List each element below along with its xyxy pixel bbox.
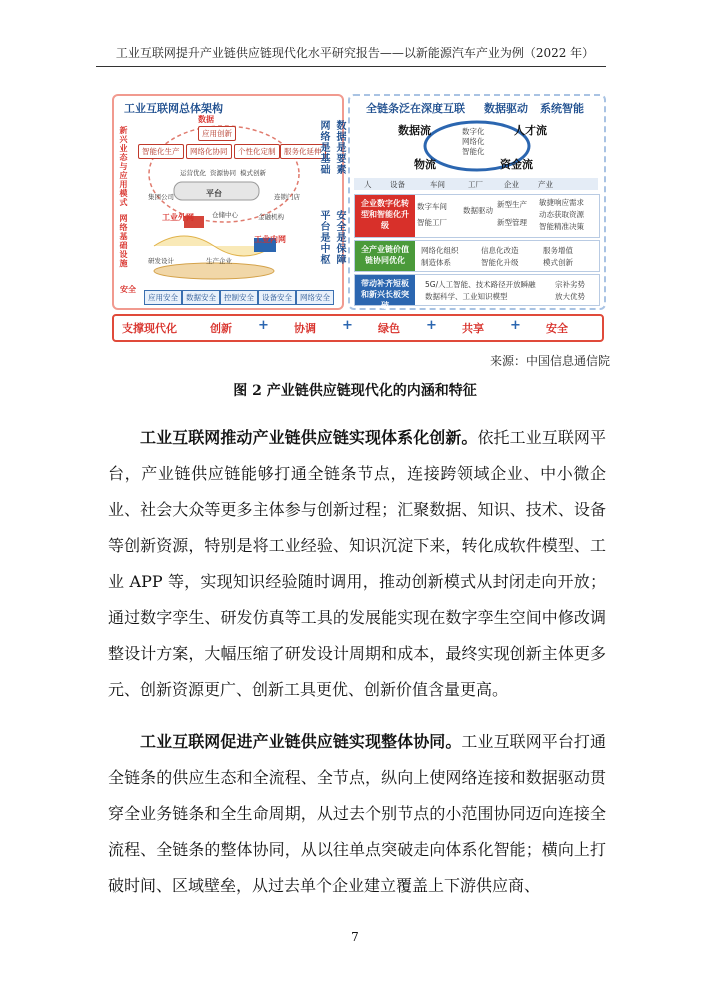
small-label: 仓储中心 — [212, 211, 238, 219]
support-modernization-bar — [112, 314, 604, 342]
flow-logistics: 物流 — [414, 158, 436, 171]
feature-row — [354, 240, 600, 272]
row-cell: 5G/人工智能、技术路径开放瞬融 — [425, 280, 536, 289]
chain-item: 企业 — [504, 180, 519, 189]
bar-item: 协调 — [294, 322, 316, 335]
figure-left-panel — [112, 94, 344, 310]
app-chip: 个性化定制 — [234, 144, 280, 159]
chain-item: 产业 — [538, 180, 553, 189]
paragraph-body: 工业互联网平台打通全链条的供应生态和全流程、全节点，纵向上使网络连接和数据驱动贯穿全业务链条和全生命周期，从过去个别节点的小范围协同迈向连接全流程、全链条的整体协同，从以往单点突破走向体系化智能；横向上打破时间、区域壁垒，从过去单个企业建立覆盖上下游供应商、 — [108, 732, 606, 895]
small-label: 金融机构 — [258, 213, 284, 221]
row-cell: 智能化升级 — [481, 258, 519, 267]
row-cell: 放大优势 — [555, 292, 585, 301]
row-cell: 动态获取资源 — [539, 210, 584, 219]
row-cell: 模式创新 — [543, 258, 573, 267]
figure-right-panel — [348, 94, 606, 310]
feature-row — [354, 194, 600, 238]
center-network: 网络化 — [462, 137, 485, 146]
security-chip: 数据安全 — [182, 290, 220, 305]
side-left-top: 新兴业态与应用模式 — [119, 126, 128, 207]
flow-capital: 资金流 — [500, 158, 533, 171]
security-label: 安全 — [120, 285, 136, 294]
small-label: 模式创新 — [240, 169, 266, 177]
side-left-bottom: 网络基础设施 — [119, 214, 128, 268]
figure-industrial-internet — [112, 94, 602, 342]
right-title-2: 数据驱动 — [484, 102, 528, 115]
bar-item: 绿色 — [378, 322, 400, 335]
bar-item: 安全 — [546, 322, 568, 335]
left-panel-title: 工业互联网总体架构 — [124, 102, 223, 115]
row-label: 全产业链价值链协同优化 — [355, 241, 415, 271]
side-security: 安全是保障 — [334, 210, 345, 265]
bar-plus: + — [258, 318, 269, 333]
row-cell: 服务增值 — [543, 246, 573, 255]
app-chip: 网络化协同 — [186, 144, 232, 159]
bar-title: 支撑现代化 — [122, 322, 177, 335]
figure-caption: 图 2 产业链供应链现代化的内涵和特征 — [233, 383, 477, 399]
right-title-3: 系统智能 — [540, 102, 584, 115]
figure-source: 来源：中国信息通信院 — [489, 354, 610, 368]
paragraph — [108, 724, 606, 904]
data-label: 数据 — [198, 115, 214, 124]
security-chip: 应用安全 — [144, 290, 182, 305]
row-cell: 信息化改造 — [481, 246, 519, 255]
app-chip: 服务化延伸 — [280, 144, 326, 159]
row-label: 企业数字化转型和智能化升级 — [355, 195, 415, 237]
center-intelligent: 智能化 — [462, 147, 485, 156]
small-label: 运营优化 — [180, 169, 206, 177]
row-cell: 制造体系 — [421, 258, 451, 267]
chain-item: 工厂 — [468, 180, 483, 189]
bar-plus: + — [510, 318, 521, 333]
bar-plus: + — [426, 318, 437, 333]
row-cell: 智能精准决策 — [539, 222, 584, 231]
row-cell: 宗补劣势 — [555, 280, 585, 289]
bar-plus: + — [342, 318, 353, 333]
bar-item: 创新 — [210, 322, 232, 335]
bar-item: 共享 — [462, 322, 484, 335]
small-label: 资源协同 — [210, 169, 236, 177]
small-label: 连锁门店 — [274, 193, 300, 201]
small-label: 研发设计 — [148, 257, 174, 265]
paragraph-lead: 工业互联网促进产业链供应链实现整体协同。 — [140, 732, 462, 751]
chain-item: 车间 — [430, 180, 445, 189]
platform-label: 平台 — [206, 189, 222, 198]
center-digital: 数字化 — [462, 127, 485, 136]
security-chip: 控制安全 — [220, 290, 258, 305]
small-label: 生产企业 — [206, 257, 232, 265]
paragraph — [108, 420, 606, 708]
small-label: 集团公司 — [148, 193, 174, 201]
flow-talent: 人才流 — [514, 124, 547, 137]
side-platform: 平台是中枢 — [318, 210, 329, 265]
chain-item: 人 — [364, 180, 372, 189]
side-data: 数据是要素 — [334, 120, 345, 175]
feature-row — [354, 274, 600, 310]
paragraph-lead: 工业互联网推动产业链供应链实现体系化创新。 — [140, 428, 478, 447]
paragraph-body: 依托工业互联网平台，产业链供应链能够打通全链条节点，连接跨领域企业、中小微企业、社会大众等更多主体参与创新过程；汇聚数据、知识、技术、设备等创新资源，特别是将工业经验、知识沉淀下来，转化成软件模型、工业 APP 等，实现知识经验随时调用，推动创新模式从封闭走向开放；通过数字孪生、研发仿真等工具的发展能实现在数字孪生空间中修改调整设计方案，大幅压缩了研发设计周期和成本，最终实现创新主体更多元、创新资源更广、创新工具更优、创新价值含量更高。 — [108, 428, 606, 699]
page-number: 7 — [351, 930, 359, 944]
chain-item: 设备 — [390, 180, 405, 189]
row-cell: 敏捷响应需求 — [539, 198, 584, 207]
row-cell: 网络化组织 — [421, 246, 459, 255]
flow-data: 数据流 — [398, 124, 431, 137]
security-chip: 网络安全 — [296, 290, 334, 305]
app-chip: 智能化生产 — [138, 144, 184, 159]
header-rule — [96, 66, 606, 67]
running-header: 工业互联网提升产业链供应链现代化水平研究报告——以新能源汽车产业为例（2022 年） — [115, 46, 595, 60]
row-cell: 数据科学、工业知识模型 — [425, 292, 508, 301]
row-cell: 新型管理 — [497, 218, 527, 227]
row-cell: 数据驱动 — [463, 206, 493, 215]
app-innovation: 应用创新 — [198, 126, 236, 141]
internal-network: 工业内网 — [254, 235, 286, 244]
row-cell: 数字车间 — [417, 202, 447, 211]
external-network: 工业外网 — [162, 213, 194, 222]
side-network: 网络是基础 — [318, 120, 329, 175]
row-cell: 智能工厂 — [417, 218, 447, 227]
row-label: 带动补齐短板和新兴长板突破 — [355, 275, 415, 305]
right-title-1: 全链条泛在深度互联 — [366, 102, 465, 115]
row-cell: 新型生产 — [497, 200, 527, 209]
security-chip: 设备安全 — [258, 290, 296, 305]
